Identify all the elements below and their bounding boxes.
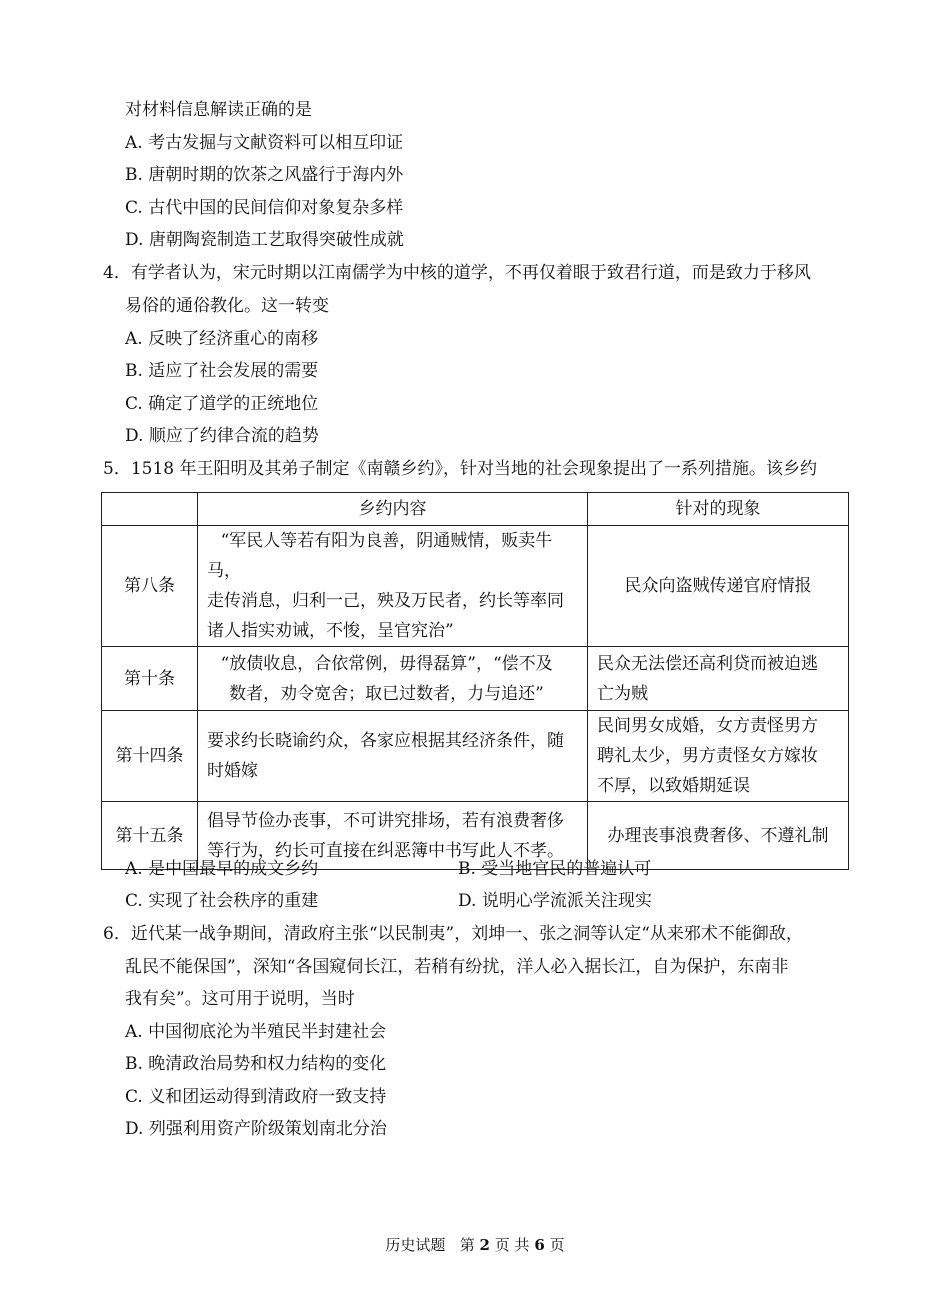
- header-phenomenon: 针对的现象: [588, 493, 849, 526]
- content-line: 走传消息，归利一己，殃及万民者，约长等率同: [207, 591, 564, 611]
- q5-option-a: A. 是中国最早的成文乡约: [125, 859, 319, 879]
- phenomenon-line: 民众无法偿还高利贷而被迫逃: [597, 653, 818, 674]
- row-content: [198, 526, 588, 647]
- row-article: 第十四条: [102, 711, 198, 802]
- table-row: [102, 526, 849, 647]
- q4-stem-line2: 易俗的通俗教化。这一转变: [125, 296, 329, 316]
- q3-option-c: C. 古代中国的民间信仰对象复杂多样: [125, 198, 404, 218]
- q6-option-d: D. 列强利用资产阶级策划南北分治: [125, 1119, 387, 1139]
- q6-option-b: B. 晚清政治局势和权力结构的变化: [125, 1054, 387, 1074]
- row-article: 第十五条: [102, 802, 198, 870]
- pact-table-header-row: [102, 493, 849, 526]
- q6-stem-line2: 乱民不能保国”，深知“各国窥伺长江，若稍有纷扰，洋人必入据长江，自为保护，东南非: [125, 957, 789, 977]
- header-content: 乡约内容: [198, 493, 588, 526]
- footer-gong: 共: [514, 1236, 530, 1254]
- table-row: [102, 647, 849, 711]
- row-article: 第八条: [102, 526, 198, 647]
- q4-option-c: C. 确定了道学的正统地位: [125, 394, 319, 414]
- footer-page-number: 2: [479, 1236, 490, 1254]
- content-line: 数者，劝令宽舍；取已过数者，力与追还”: [229, 683, 544, 704]
- footer-subject: 历史试题: [385, 1236, 446, 1254]
- row-content: [198, 711, 588, 802]
- header-article: [102, 493, 198, 526]
- q6-stem-line3: 我有矣”。这可用于说明，当时: [125, 989, 355, 1009]
- content-line: 要求约长晓谕约众，各家应根据其经济条件，随: [207, 731, 564, 751]
- footer-ye: 页: [494, 1236, 510, 1254]
- q5-option-b: B. 受当地官民的普遍认可: [458, 859, 652, 879]
- content-line: 时婚嫁: [207, 761, 258, 781]
- phenomenon-line: 聘礼太少，男方责怪女方嫁妆: [597, 746, 818, 766]
- content-line: 倡导节俭办丧事，不可讲究排场，若有浪费奢侈: [207, 810, 564, 831]
- row-phenomenon: [588, 526, 849, 647]
- q3-stem-tail: 对材料信息解读正确的是: [125, 100, 312, 120]
- phenomenon-line: 办理丧事浪费奢侈、不遵礼制: [607, 825, 829, 846]
- row-phenomenon: [588, 711, 849, 802]
- content-line: 等行为，约长可直接在纠恶簿中书写此人不孝。: [207, 840, 564, 861]
- phenomenon-line: 不厚，以致婚期延误: [597, 776, 750, 796]
- q4-option-d: D. 顺应了约律合流的趋势: [125, 426, 319, 446]
- q3-option-b: B. 唐朝时期的饮茶之风盛行于海内外: [125, 165, 404, 185]
- q6-option-c: C. 义和团运动得到清政府一致支持: [125, 1087, 387, 1107]
- q4-option-b: B. 适应了社会发展的需要: [125, 361, 319, 381]
- q3-option-d: D. 唐朝陶瓷制造工艺取得突破性成就: [125, 230, 404, 250]
- q6-stem-line1: 6．近代某一战争期间，清政府主张“以民制夷”，刘坤一、张之洞等认定“从来邪术不能御敌，: [103, 924, 803, 944]
- footer-total-pages: 6: [534, 1236, 545, 1254]
- q4-stem-line1: 4．有学者认为，宋元时期以江南儒学为中核的道学，不再仅着眼于致君行道，而是致力于移风: [103, 263, 811, 283]
- table-row: [102, 711, 849, 802]
- q6-option-a: A. 中国彻底沦为半殖民半封建社会: [125, 1022, 387, 1042]
- row-phenomenon: [588, 647, 849, 711]
- q4-option-a: A. 反映了经济重心的南移: [125, 329, 319, 349]
- content-line: “放债收息，合依常例，毋得磊算”，“偿不及: [220, 653, 553, 674]
- content-line: 诸人指实劝诫，不悛，呈官究治”: [207, 621, 454, 641]
- row-content: [198, 647, 588, 711]
- row-article: 第十条: [102, 647, 198, 711]
- phenomenon-line: 亡为贼: [597, 683, 648, 704]
- q5-option-c: C. 实现了社会秩序的重建: [125, 891, 319, 911]
- page-footer: [0, 1234, 950, 1255]
- footer-ye2: 页: [549, 1236, 565, 1254]
- content-line: “军民人等若有阳为良善，阴通贼情，贩卖牛马，: [207, 531, 553, 581]
- footer-di: 第: [459, 1236, 475, 1254]
- phenomenon-line: 民间男女成婚，女方责怪男方: [597, 716, 818, 736]
- q5-stem: 5．1518 年王阳明及其弟子制定《南赣乡约》，针对当地的社会现象提出了一系列措施。该乡约: [103, 459, 817, 479]
- pact-table: [101, 492, 849, 870]
- q5-option-d: D. 说明心学流派关注现实: [458, 891, 652, 911]
- q3-option-a: A. 考古发掘与文献资料可以相互印证: [125, 133, 404, 153]
- phenomenon-line: 民众向盗贼传递官府情报: [624, 576, 812, 596]
